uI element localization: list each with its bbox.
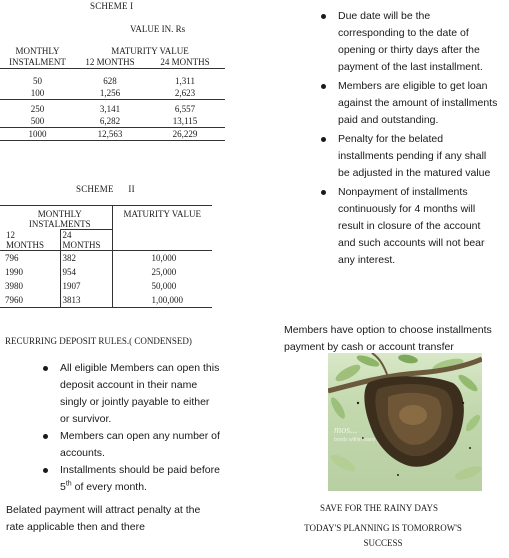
table-cell: 1,00,000	[112, 293, 212, 308]
bullet-icon	[321, 14, 326, 19]
table-cell: 7960	[5, 294, 23, 305]
list-item	[60, 428, 220, 462]
list-item	[338, 131, 498, 182]
list-item-text: of every month.	[71, 481, 147, 493]
table-cell: 10,000	[112, 251, 212, 266]
table-cell: 50,000	[112, 279, 212, 293]
table-row	[0, 75, 225, 87]
list-item-text: Nonpayment of installments continuously for 4 months will result in closure of the account and such accounts will not bear any interest.	[338, 186, 485, 266]
table-cell: 13,115	[145, 115, 225, 128]
table-cell: 1990	[5, 266, 23, 277]
beehive-illustration	[328, 353, 482, 491]
beehive-photo	[328, 353, 482, 491]
table-cell: 2,623	[145, 87, 225, 100]
list-item	[338, 184, 498, 269]
table-cell: 100	[0, 87, 75, 100]
photo-watermark-small: bonds within loans	[334, 437, 376, 443]
table-cell: 6,282	[75, 115, 145, 128]
table-cell: 628	[103, 76, 117, 86]
bullet-icon	[43, 366, 48, 371]
bullet-icon	[321, 137, 326, 142]
scheme2-title: SCHEME II	[76, 184, 135, 194]
table-cell: 382	[60, 251, 112, 266]
col-header-maturity: MATURITY VALUE	[112, 206, 212, 251]
penalty-paragraph: Belated payment will attract penalty at the rate applicable then and there	[6, 504, 201, 533]
table-cell: 1907	[60, 279, 112, 293]
table-row	[0, 265, 212, 279]
payment-option-paragraph: Members have option to choose installments payment by cash or account transfer	[284, 324, 492, 353]
table-row	[0, 87, 225, 100]
table-row	[0, 251, 212, 266]
table-cell: 3813	[60, 293, 112, 308]
table-cell: 6,557	[174, 104, 196, 114]
table-cell: 12,563	[75, 128, 145, 141]
list-item	[338, 8, 498, 76]
col-header-months: MONTHS	[6, 239, 45, 250]
scheme1-title: SCHEME I	[90, 1, 134, 11]
table-row	[0, 128, 225, 141]
col-header-monthly: MONTHLY	[37, 209, 82, 219]
table-cell: 26,229	[145, 128, 225, 141]
table-cell: 50	[33, 76, 42, 86]
motto-line-1: SAVE FOR THE RAINY DAYS	[319, 503, 439, 513]
table-cell: 796	[5, 252, 19, 263]
list-item	[60, 462, 220, 496]
list-item-text: All eligible Members can open this deposit account in their name singly or jointly payable to either or survivor.	[60, 362, 220, 425]
list-item-text: Due date will be the corresponding to the date of opening or thirty days after the payment of the last installment.	[338, 10, 483, 73]
list-item	[60, 360, 220, 428]
bullet-icon	[43, 434, 48, 439]
table-row	[0, 293, 212, 308]
bullet-icon	[321, 190, 326, 195]
list-item-text: Members can open any number of accounts.	[60, 430, 220, 459]
table-row	[0, 103, 225, 115]
table-cell: 954	[60, 265, 112, 279]
col-header-12-months: 12 MONTHS	[75, 56, 145, 69]
col-header-instalment: INSTALMENT	[0, 56, 75, 69]
col-header-24-months: 24 MONTHS	[145, 56, 225, 69]
table-cell: 3980	[5, 280, 23, 291]
list-item-text: Members are eligible to get loan against the amount of installments paid and outstanding.	[338, 80, 498, 126]
bullet-icon	[321, 84, 326, 89]
table-cell: 25,000	[112, 265, 212, 279]
table-row	[0, 279, 212, 293]
table-cell: 1,256	[75, 87, 145, 100]
table-cell: 250	[30, 104, 45, 114]
value-unit-note: VALUE IN. Rs	[130, 24, 186, 34]
photo-watermark: mos...	[334, 425, 358, 436]
scheme2-table	[0, 205, 212, 308]
list-item-text: Penalty for the belated installments pending if any shall be adjusted in the matured value	[338, 133, 491, 179]
list-item	[338, 78, 498, 129]
scheme1-table	[0, 45, 225, 141]
col-header-monthly: MONTHLY	[15, 45, 60, 56]
table-cell: 3,141	[99, 104, 121, 114]
col-header-24: 24	[62, 230, 72, 240]
col-header-12: 12	[6, 229, 15, 240]
bullet-icon	[43, 468, 48, 473]
superscript: th	[65, 480, 72, 488]
motto-line-3: SUCCESS	[363, 538, 403, 548]
rules-heading: RECURRING DEPOSIT RULES.( CONDENSED)	[5, 336, 192, 346]
table-cell: 1,311	[175, 76, 195, 86]
right-rules-list	[338, 8, 498, 269]
table-row	[0, 115, 225, 128]
table-cell: 500	[0, 115, 75, 128]
col-header-months: MONTHS	[62, 240, 101, 250]
motto-line-2: TODAY'S PLANNING IS TOMORROW'S	[304, 523, 462, 533]
col-header-instalments: INSTALMENTS	[28, 219, 91, 229]
table-cell: 1000	[0, 128, 75, 141]
col-header-maturity: MATURITY VALUE	[111, 45, 189, 56]
rules-list	[60, 360, 220, 496]
list-item-text: Installments should be paid before 5	[60, 464, 220, 493]
